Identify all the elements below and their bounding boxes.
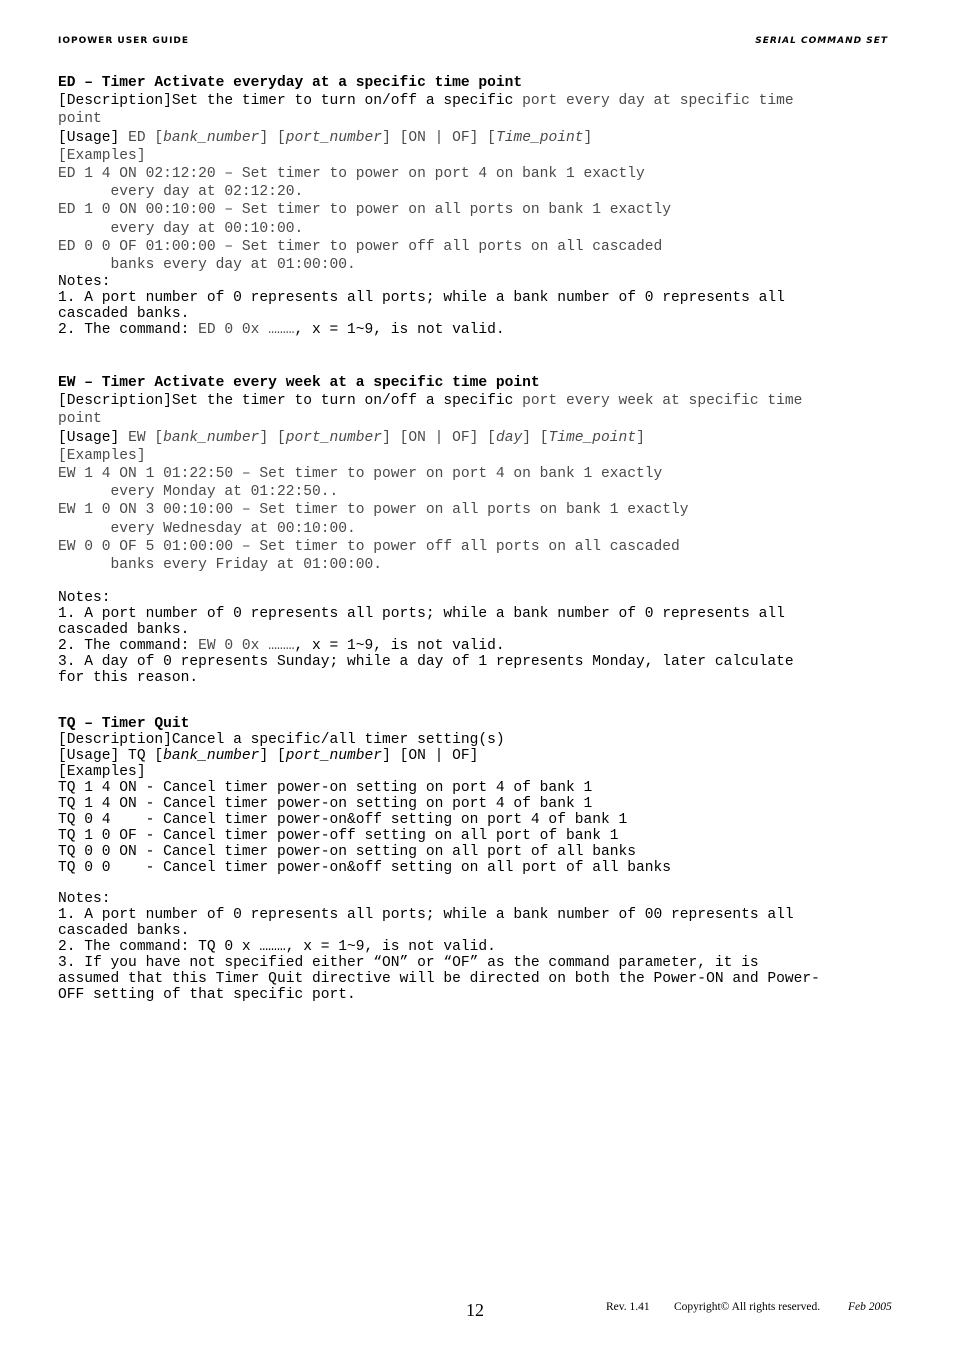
ed-example-3: ED 0 0 OF 01:00:00 – Set timer to power off all ports on all cascaded — [58, 238, 663, 255]
header-doc-title: IOPOWER USER GUIDE — [58, 36, 190, 46]
footer-date: Feb 2005 — [848, 1301, 892, 1313]
ew-example-2-cont: every Wednesday at 00:10:00. — [58, 520, 356, 537]
tq-note-3-cont: assumed that this Timer Quit directive will be directed on both the Power-ON and Power- — [58, 971, 820, 988]
section-title-ew: EW – Timer Activate every week at a specific time point — [58, 375, 540, 392]
ed-usage-cmd: ED [ — [119, 129, 164, 146]
ed-notes-label: Notes: — [58, 274, 111, 291]
tq-note-1: 1. A port number of 0 represents all ports; while a bank number of 00 represents all — [58, 907, 794, 924]
tq-usage-cmd: [Usage] TQ [ — [58, 748, 164, 765]
ew-usage-label: [Usage] — [58, 429, 120, 446]
ew-note-3: 3. A day of 0 represents Sunday; while a day of 1 represents Monday, later calculate — [58, 654, 794, 671]
tq-example-4: TQ 1 0 OF - Cancel timer power-off setting on all port of bank 1 — [58, 828, 619, 845]
tq-example-2: TQ 1 4 ON - Cancel timer power-on setting on port 4 of bank 1 — [58, 796, 593, 813]
ed-note-2-tail: , x = 1~9, is not valid. — [294, 322, 505, 339]
ew-examples-label: [Examples] — [58, 447, 146, 464]
ew-example-2: EW 1 0 ON 3 00:10:00 – Set timer to power on all ports on bank 1 exactly — [58, 502, 689, 519]
tq-usage-port-param: port_number — [285, 748, 383, 765]
ew-notes-label: Notes: — [58, 590, 111, 607]
tq-usage-sep: ] [ — [259, 748, 286, 765]
header-section-title: SERIAL COMMAND SET — [755, 36, 888, 46]
ed-example-1: ED 1 4 ON 02:12:20 – Set timer to power on port 4 on bank 1 exactly — [58, 165, 645, 182]
tq-usage-onof: ] [ON | OF] — [382, 748, 479, 765]
ed-example-1-cont: every day at 02:12:20. — [58, 184, 304, 201]
ed-description-cont: point — [58, 111, 102, 128]
tq-notes-label: Notes: — [58, 891, 111, 908]
tq-note-2: 2. The command: TQ 0 x ………, x = 1~9, is not valid. — [58, 939, 496, 956]
ed-usage — [58, 129, 908, 147]
ew-note-2-cmd: EW 0 0x ……… — [189, 638, 295, 655]
footer-revision: Rev. 1.41 — [606, 1301, 650, 1313]
ew-note-2 — [58, 638, 908, 654]
section-ed — [58, 74, 908, 338]
tq-example-1: TQ 1 4 ON - Cancel timer power-on setting on port 4 of bank 1 — [58, 780, 593, 797]
ed-usage-sep: ] [ — [259, 129, 286, 146]
tq-description: [Description]Cancel a specific/all timer setting(s) — [58, 732, 505, 749]
tq-example-3: TQ 0 4 - Cancel timer power-on&off setting on port 4 of bank 1 — [58, 812, 628, 829]
ew-usage-onof: ] [ON | OF] [ — [382, 429, 496, 446]
ed-note-2-cmd: ED 0 0x ……… — [189, 322, 295, 339]
ed-note-2-text: 2. The command: — [58, 322, 190, 339]
ew-usage — [58, 429, 908, 447]
tq-note-1-cont: cascaded banks. — [58, 923, 190, 940]
ew-note-1: 1. A port number of 0 represents all ports; while a bank number of 0 represents all — [58, 606, 785, 623]
ew-example-1-cont: every Monday at 01:22:50.. — [58, 484, 339, 501]
ed-usage-onof: ] [ON | OF] [ — [382, 129, 496, 146]
tq-note-3-cont-2: OFF setting of that specific port. — [58, 987, 356, 1004]
ed-example-2-cont: every day at 00:10:00. — [58, 220, 304, 237]
tq-usage — [58, 748, 908, 764]
page-content — [58, 74, 908, 1003]
section-tq — [58, 716, 908, 1003]
tq-example-6: TQ 0 0 - Cancel timer power-on&off setting on all port of all banks — [58, 860, 672, 877]
tq-note-3: 3. If you have not specified either “ON” or “OF” as the command parameter, it is — [58, 955, 759, 972]
ew-note-3-cont: for this reason. — [58, 670, 199, 687]
ew-note-2-text: 2. The command: — [58, 638, 190, 655]
ed-description-text: [Description]Set the timer to turn on/off a specific — [58, 93, 514, 110]
ew-usage-port-param: port_number — [285, 429, 383, 446]
ed-usage-bank-param: bank_number — [163, 129, 260, 146]
section-title-tq: TQ – Timer Quit — [58, 716, 190, 733]
ew-example-3: EW 0 0 OF 5 01:00:00 – Set timer to power off all ports on all cascaded — [58, 538, 680, 555]
ed-usage-end: ] — [583, 129, 593, 146]
ed-usage-time-param: Time_point — [495, 129, 584, 146]
ew-description-tail: port every week at specific time — [513, 393, 803, 410]
ed-note-1-cont: cascaded banks. — [58, 306, 190, 323]
ew-description-text: [Description]Set the timer to turn on/off a specific — [58, 393, 514, 410]
ew-usage-end: ] — [636, 429, 645, 446]
footer-copyright: Copyright© All rights reserved. — [674, 1301, 821, 1313]
ew-usage-bank-param: bank_number — [163, 429, 260, 446]
ew-usage-sep-2: ] [ — [522, 429, 549, 446]
section-ew — [58, 374, 908, 686]
ed-examples-label: [Examples] — [58, 147, 146, 164]
ed-example-3-cont: banks every day at 01:00:00. — [58, 256, 356, 273]
page-number: 12 — [466, 1300, 484, 1320]
ed-usage-label: [Usage] — [58, 129, 120, 146]
ed-description-tail: port every day at specific time — [513, 93, 794, 110]
ed-note-1: 1. A port number of 0 represents all ports; while a bank number of 0 represents all — [58, 290, 785, 307]
tq-usage-bank-param: bank_number — [163, 748, 260, 765]
tq-examples-label: [Examples] — [58, 764, 146, 781]
ew-description — [58, 392, 908, 410]
ew-usage-sep: ] [ — [259, 429, 286, 446]
ed-usage-port-param: port_number — [285, 129, 383, 146]
ew-example-3-cont: banks every Friday at 01:00:00. — [58, 556, 383, 573]
ew-usage-day-param: day — [495, 429, 523, 446]
ew-note-2-tail: , x = 1~9, is not valid. — [294, 638, 505, 655]
ew-usage-cmd: EW [ — [119, 429, 164, 446]
ew-description-cont: point — [58, 411, 102, 428]
tq-example-5: TQ 0 0 ON - Cancel timer power-on setting on all port of all banks — [58, 844, 637, 861]
ew-usage-time-param: Time_point — [548, 429, 637, 446]
ew-example-1: EW 1 4 ON 1 01:22:50 – Set timer to power on port 4 on bank 1 exactly — [58, 466, 663, 482]
ed-example-2: ED 1 0 ON 00:10:00 – Set timer to power on all ports on bank 1 exactly — [58, 202, 672, 219]
section-title-ed: ED – Timer Activate everyday at a specific time point — [58, 75, 523, 91]
ed-description — [58, 92, 908, 110]
ed-note-2 — [58, 322, 908, 338]
ew-note-1-cont: cascaded banks. — [58, 622, 190, 639]
